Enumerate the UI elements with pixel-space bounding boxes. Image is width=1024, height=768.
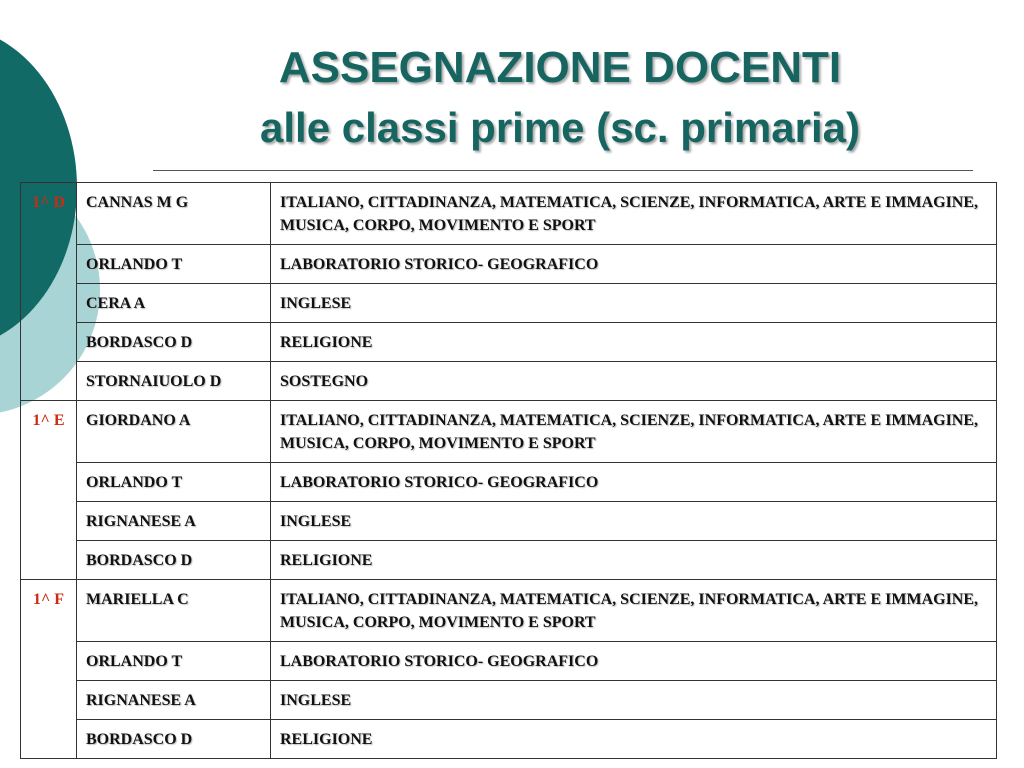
- subject-cell: LABORATORIO STORICO- GEOGRAFICO: [271, 642, 997, 681]
- table-row: [21, 642, 997, 681]
- table-row: [21, 502, 997, 541]
- teacher-cell: RIGNANESE A: [77, 681, 271, 720]
- slide-title: [150, 38, 970, 158]
- teacher-cell: STORNAIUOLO D: [77, 362, 271, 401]
- title-divider: [153, 170, 973, 171]
- table-row: [21, 541, 997, 580]
- table-row: [21, 245, 997, 284]
- teacher-cell: CERA A: [77, 284, 271, 323]
- subject-cell: RELIGIONE: [271, 720, 997, 759]
- teacher-cell: CANNAS M G: [77, 183, 271, 245]
- subject-cell: SOSTEGNO: [271, 362, 997, 401]
- teacher-assignment-table: [20, 182, 997, 759]
- class-label-cell: 1^ D: [21, 183, 77, 401]
- table-row: [21, 183, 997, 245]
- class-label-cell: 1^ E: [21, 401, 77, 580]
- subject-cell: RELIGIONE: [271, 541, 997, 580]
- subject-cell: INGLESE: [271, 502, 997, 541]
- subject-cell: ITALIANO, CITTADINANZA, MATEMATICA, SCIENZE, INFORMATICA, ARTE E IMMAGINE, MUSICA, CORPO, MOVIMENTO E SPORT: [271, 401, 997, 463]
- subject-cell: ITALIANO, CITTADINANZA, MATEMATICA, SCIENZE, INFORMATICA, ARTE E IMMAGINE, MUSICA, CORPO, MOVIMENTO E SPORT: [271, 580, 997, 642]
- teacher-cell: BORDASCO D: [77, 541, 271, 580]
- table-row: [21, 681, 997, 720]
- subject-cell: LABORATORIO STORICO- GEOGRAFICO: [271, 245, 997, 284]
- teacher-cell: ORLANDO T: [77, 463, 271, 502]
- table-row: [21, 284, 997, 323]
- table-row: [21, 720, 997, 759]
- teacher-cell: GIORDANO A: [77, 401, 271, 463]
- class-label-cell: 1^ F: [21, 580, 77, 759]
- title-line-1: ASSEGNAZIONE DOCENTI: [278, 43, 842, 92]
- table-row: [21, 362, 997, 401]
- teacher-cell: BORDASCO D: [77, 323, 271, 362]
- title-line-2: alle classi prime (sc. primaria): [260, 104, 860, 151]
- subject-cell: LABORATORIO STORICO- GEOGRAFICO: [271, 463, 997, 502]
- subject-cell: ITALIANO, CITTADINANZA, MATEMATICA, SCIENZE, INFORMATICA, ARTE E IMMAGINE, MUSICA, CORPO, MOVIMENTO E SPORT: [271, 183, 997, 245]
- teacher-cell: BORDASCO D: [77, 720, 271, 759]
- teacher-cell: MARIELLA C: [77, 580, 271, 642]
- table-row: [21, 580, 997, 642]
- table-row: [21, 463, 997, 502]
- subject-cell: INGLESE: [271, 284, 997, 323]
- table-row: [21, 323, 997, 362]
- teacher-cell: RIGNANESE A: [77, 502, 271, 541]
- subject-cell: RELIGIONE: [271, 323, 997, 362]
- teacher-cell: ORLANDO T: [77, 642, 271, 681]
- subject-cell: INGLESE: [271, 681, 997, 720]
- table-row: [21, 401, 997, 463]
- teacher-cell: ORLANDO T: [77, 245, 271, 284]
